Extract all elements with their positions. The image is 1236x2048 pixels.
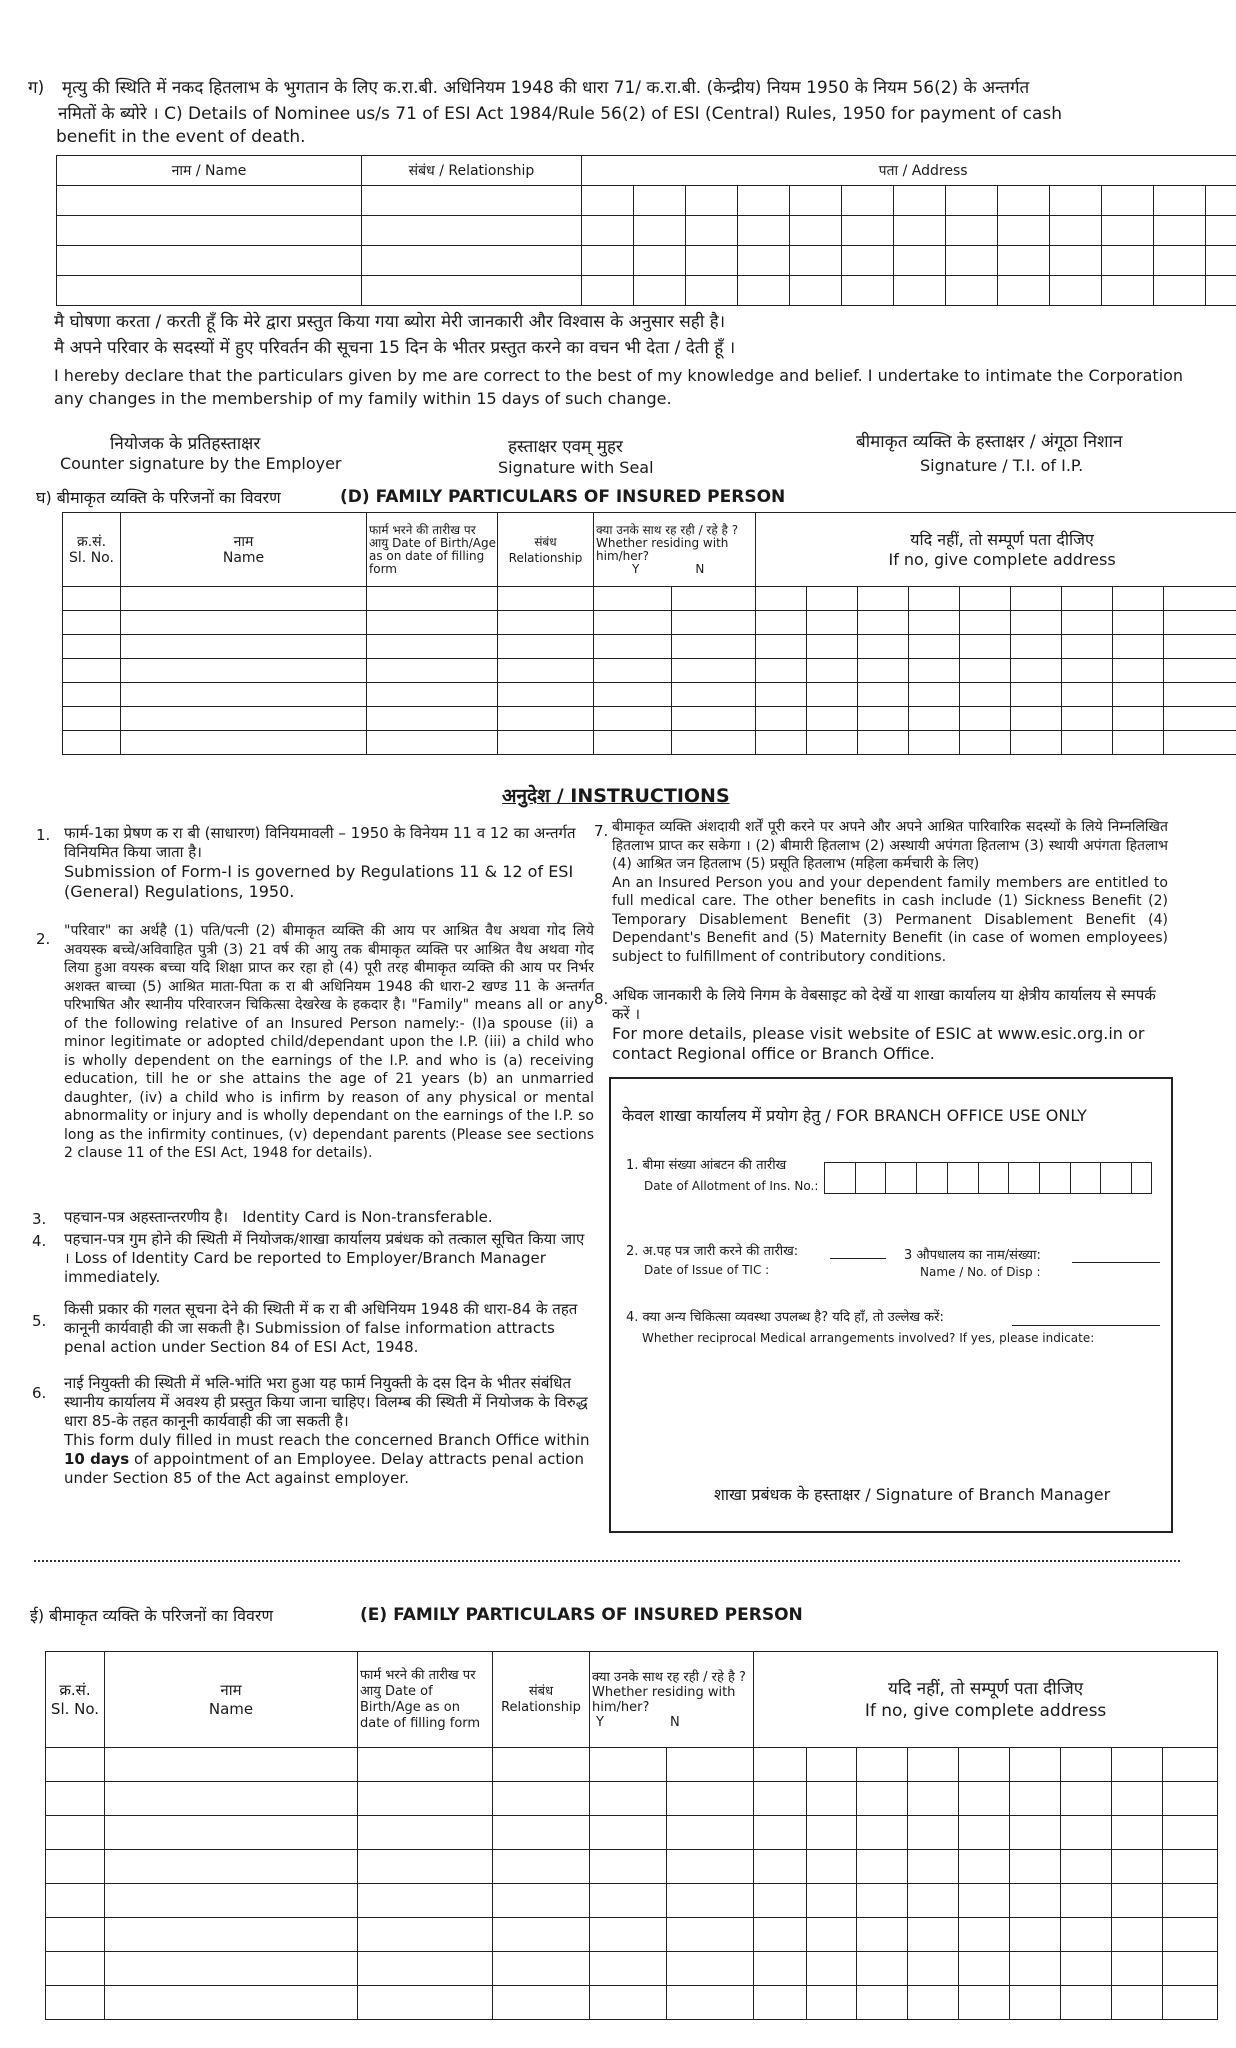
seal-signature-hi: हस्ताक्षर एवम् मुहर xyxy=(508,437,623,457)
instr-6-num: 6. xyxy=(32,1384,47,1402)
fam-e-header-relationship: संबंध Relationship xyxy=(493,1652,590,1748)
family-row[interactable] xyxy=(46,1918,1218,1952)
branch-manager-signature: शाखा प्रबंधक के हस्ताक्षर / Signature of Branch Manager xyxy=(714,1485,1111,1504)
instr-7-num: 7. xyxy=(594,822,609,840)
family-row[interactable] xyxy=(63,635,1236,659)
family-table-d xyxy=(62,512,1236,755)
section-d-title-en: (D) FAMILY PARTICULARS OF INSURED PERSON xyxy=(340,487,786,507)
instr-2-num: 2. xyxy=(36,930,51,948)
dispensary-field[interactable] xyxy=(1072,1262,1160,1263)
section-d-title-hi: घ) बीमाकृत व्यक्ति के परिजनों का विवरण xyxy=(36,488,281,507)
nominee-row[interactable] xyxy=(57,216,1236,246)
family-table-e xyxy=(45,1651,1218,2020)
ip-signature-hi: बीमाकृत व्यक्ति के हस्ताक्षर / अंगूठा निशान xyxy=(856,432,1123,452)
fam-d-header-name: नाम Name xyxy=(121,513,367,587)
family-row[interactable] xyxy=(63,683,1236,707)
instr-5-num: 5. xyxy=(32,1312,47,1330)
tic-date-label-en: Date of Issue of TIC : xyxy=(644,1263,770,1277)
declaration-en-1: I hereby declare that the particulars given by me are correct to the best of my knowledge and belief. I undertake to intimate the Corporation xyxy=(54,366,1184,385)
instr-2: "परिवार" का अर्थहै (1) पति/पत्नी (2) बीमाकृत व्यक्ति की आय पर आश्रित वैध अथवा गोद लिये अवयस्क बच्चे/अविवाहित पुत्री (3) 21 वर्ष की आयु तक बीमाकृत व्यक्ति पर आश्रित वैध अथवा गोद लिया हुआ वयस्क बच्चा यदि शिक्षा प्राप्त कर रहा हो (4) पूरी तरह बीमाकृत व्यक्ति की आय पर निर्भर अशक्त बाच्चा (5) आश्रित माता-पिता क रा बी अधिनियम 1948 की धारा-2 खण्ड 11 के अन्तर्गत परिभाषित और स्थानीय परिवारजन चिकित्सा देखरेख के हकदार है। "Family" means all or any of the following relative of an Insured Person namely:- (I)a spouse (ii) a minor legitimate or adopted child/dependant upon the I.P. (iii) a child who is wholly dependent on the earnings of the I.P. and who is (a) receiving education, till he or she attains the age of 21 years (b) an unmarried daughter, (iv) a child who is infirm by reason of any physical or mental abnormality or injury and is wholly dependant on the earnings of the I.P. so long as the infirmity continues, (v) dependant parents (Please see sections 2 clause 11 of the ESI Act, 1948 for details). xyxy=(64,923,594,1161)
instr-4: पहचान-पत्र गुम होने की स्थिती में नियोजक/शाखा कार्यालय प्रबंधक को तत्काल सूचित किया जाए । Loss of Identity Card be reported to Employer/Branch Manager immediately. xyxy=(64,1230,585,1286)
seal-signature-en: Signature with Seal xyxy=(498,458,654,477)
fam-d-header-address: यदि नहीं, तो सम्पूर्ण पता दीजिए If no, give complete address xyxy=(756,513,1236,587)
fam-d-header-residing: क्या उनके साथ रह रही / रहे है ? Whether residing with him/her? Y N xyxy=(594,513,756,587)
allotment-label-en: Date of Allotment of Ins. No.: xyxy=(644,1179,819,1193)
family-row[interactable] xyxy=(63,659,1236,683)
instr-1: फार्म-1का प्रेषण क रा बी (साधारण) विनियमावली – 1950 के विनेयम 11 व 12 का अन्तर्गत विनियमित किया जाता है। Submission of Form-I is governed by Regulations 11 & 12 of ESI (General) Regulations, 1950. xyxy=(64,824,576,901)
family-row[interactable] xyxy=(46,1782,1218,1816)
allotment-label-hi: 1. बीमा संख्या आंबटन की तारीख xyxy=(626,1158,787,1173)
declaration-hi-1: मै घोषणा करता / करती हूँ कि मेरे द्वारा प्रस्तुत किया गया ब्योरा मेरी जानकारी और विश्वास के अनुसार सही है। xyxy=(54,312,726,332)
employer-signature-en: Counter signature by the Employer xyxy=(60,454,342,473)
section-c-label: ग) xyxy=(28,78,45,98)
family-row[interactable] xyxy=(63,587,1236,611)
branch-office-box xyxy=(609,1077,1173,1533)
reciprocal-label-en: Whether reciprocal Medical arrangements involved? If yes, please indicate: xyxy=(642,1331,1095,1345)
nominee-header-relationship: संबंध / Relationship xyxy=(362,156,582,186)
instr-3: पहचान-पत्र अहस्तान्तरणीय है। Identity Card is Non-transferable. xyxy=(64,1208,493,1226)
section-e-title-en: (E) FAMILY PARTICULARS OF INSURED PERSON xyxy=(360,1605,803,1625)
section-c-line1: मृत्यु की स्थिति में नकद हितलाभ के भुगतान के लिए क.रा.बी. अधिनियम 1948 की धारा 71/ क.रा.बी. (केन्द्रीय) नियम 1950 के नियम 56(2) के अन्तर्गत xyxy=(62,78,1030,98)
section-e-title-hi: ई) बीमाकृत व्यक्ति के परिजनों का विवरण xyxy=(30,1606,274,1625)
reciprocal-label-hi: 4. क्या अन्य चिकित्सा व्यवस्था उपलब्ध है? यदि हाँ, तो उल्लेख करें: xyxy=(626,1310,944,1325)
fam-d-header-relationship: संबंध Relationship xyxy=(498,513,594,587)
section-c-line3: benefit in the event of death. xyxy=(56,127,306,147)
instr-8-num: 8. xyxy=(594,990,609,1008)
tic-date-field[interactable] xyxy=(830,1258,886,1259)
nominee-table xyxy=(56,155,1236,306)
family-row[interactable] xyxy=(46,1748,1218,1782)
fam-e-header-address: यदि नहीं, तो सम्पूर्ण पता दीजिए If no, give complete address xyxy=(754,1652,1218,1748)
family-row[interactable] xyxy=(46,1986,1218,2020)
section-c-line2: नमितों के ब्योरे । C) Details of Nominee us/s 71 of ESI Act 1984/Rule 56(2) of ESI (Central) Rules, 1950 for payment of cash xyxy=(58,104,1063,124)
family-row[interactable] xyxy=(63,611,1236,635)
nominee-header-name: नाम / Name xyxy=(57,156,362,186)
instr-1-num: 1. xyxy=(36,826,51,844)
instr-5: किसी प्रकार की गलत सूचना देने की स्थिती में क रा बी अधिनियम 1948 की धारा-84 के तहत कानूनी कार्यवाही की जा सकती है। Submission of false information attracts penal action under Section 84 of ESI Act, 1948. xyxy=(64,1300,578,1356)
nominee-row[interactable] xyxy=(57,276,1236,306)
tic-date-label-hi: 2. अ.पह पत्र जारी करने की तारीख: xyxy=(626,1244,799,1259)
instr-6: नाई नियुक्ती की स्थिती में भलि-भांति भरा हुआ यह फार्म नियुक्ती के दस दिन के भीतर संबंधित स्थानीय कार्यालय में अवश्य ही प्रस्तुत किया जाना चाहिए। विलम्ब की स्थिती में नियोजक के विरुद्ध धारा 85-के तहत कानूनी कार्यवाही की जा सकती है। This form duly filled in must reach the concerned Branch Office within 10 days of appointment of an Employee. Delay attracts penal action under Section 85 of the Act against employer. xyxy=(64,1374,590,1487)
family-row[interactable] xyxy=(63,731,1236,755)
family-row[interactable] xyxy=(46,1816,1218,1850)
instr-7: बीमाकृत व्यक्ति अंशदायी शर्तें पूरी करने पर अपने और अपने आश्रित पारिवारिक सदस्यों के लिये निम्नलिखित हितलाभ प्राप्त कर सकेगा । (2) बीमारी हितलाभ (2) अस्थायी अपंगता हितलाभ (3) स्थायी अपंगता हितलाभ (4) आश्रित जन हितलाभ (5) प्रसूति हितलाभ (महिला कर्मचारी के लिए) An an Insured Person you and your dependent family members are entitled to full medical care. The other benefits in cash include (1) Sickness Benefit (2) Temporary Disablement Benefit (3) Permanent Disablement Benefit (4) Dependant's Benefit and (5) Maternity Benefit (in case of women employees) subject to fulfillment of contributory conditions. xyxy=(612,819,1168,965)
dispensary-label-hi: 3 औपधालय का नाम/संख्या: xyxy=(904,1248,1041,1263)
reciprocal-field[interactable] xyxy=(1012,1325,1160,1326)
fam-e-header-residing: क्या उनके साथ रह रही / रहे है ? Whether residing with him/her? Y N xyxy=(590,1652,754,1748)
dispensary-label-en: Name / No. of Disp : xyxy=(920,1265,1041,1279)
instr-8: अधिक जानकारी के लिये निगम के वेबसाइट को देखें या शाखा कार्यालय या क्षेत्रीय कार्यालय से स्मपर्क करें । For more details, please visit website of ESIC at www.esic.org.in or contact Regional office or Branch Office. xyxy=(612,986,1156,1063)
nominee-header-address: पता / Address xyxy=(582,156,1236,186)
family-row[interactable] xyxy=(46,1850,1218,1884)
family-row[interactable] xyxy=(63,707,1236,731)
instructions-title: अनुदेश / INSTRUCTIONS xyxy=(502,785,730,807)
employer-signature-hi: नियोजक के प्रतिहस्ताक्षर xyxy=(110,434,261,454)
family-row[interactable] xyxy=(46,1952,1218,1986)
ip-signature-en: Signature / T.I. of I.P. xyxy=(920,456,1084,475)
branch-office-title: केवल शाखा कार्यालय में प्रयोग हेतु / FOR BRANCH OFFICE USE ONLY xyxy=(622,1106,1087,1125)
tear-line xyxy=(34,1560,1180,1562)
fam-e-header-slno: क्र.सं. Sl. No. xyxy=(46,1652,105,1748)
family-row[interactable] xyxy=(46,1884,1218,1918)
declaration-hi-2: मै अपने परिवार के सदस्यों में हुए परिवर्तन की सूचना 15 दिन के भीतर प्रस्तुत करने का वचन भी देता / देती हूँ । xyxy=(54,338,736,358)
instr-3-num: 3. xyxy=(32,1210,47,1228)
fam-d-header-dob: फार्म भरने की तारीख पर आयु Date of Birth/Age as on date of filling form xyxy=(367,513,498,587)
nominee-row[interactable] xyxy=(57,246,1236,276)
fam-e-header-name: नाम Name xyxy=(105,1652,358,1748)
nominee-row[interactable] xyxy=(57,186,1236,216)
allotment-date-boxes[interactable] xyxy=(824,1162,1152,1194)
declaration-en-2: any changes in the membership of my family within 15 days of such change. xyxy=(54,389,672,408)
instr-4-num: 4. xyxy=(32,1232,47,1250)
fam-d-header-slno: क्र.सं. Sl. No. xyxy=(63,513,121,587)
fam-e-header-dob: फार्म भरने की तारीख पर आयु Date of Birth/Age as on date of filling form xyxy=(358,1652,493,1748)
